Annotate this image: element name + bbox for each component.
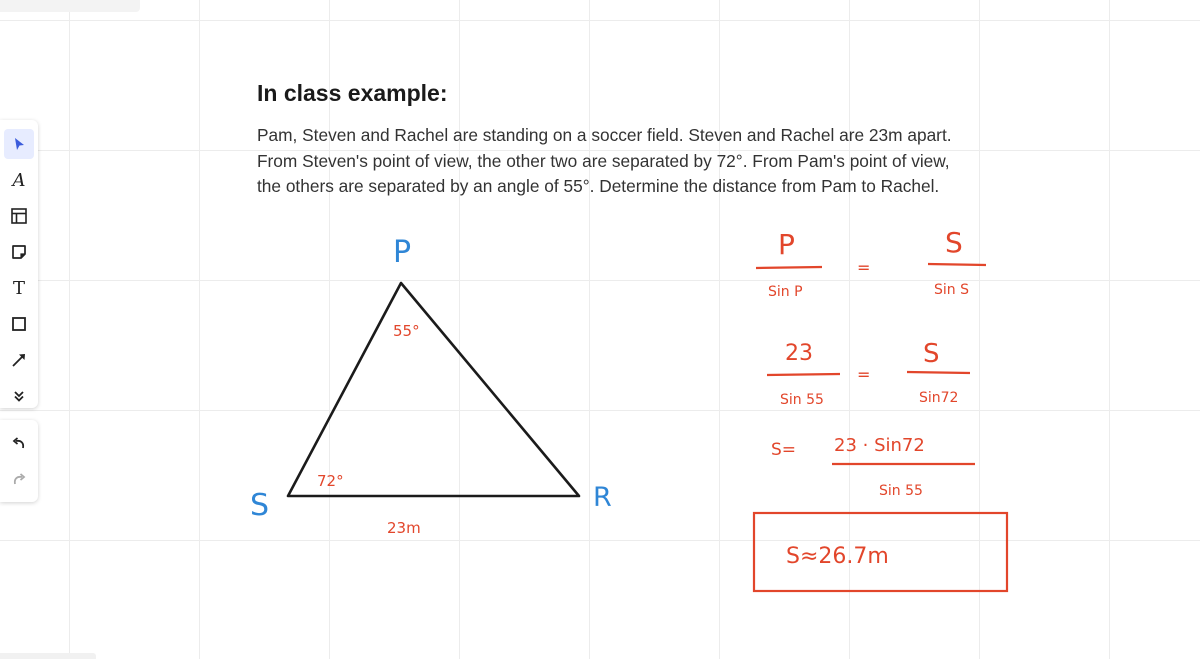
vertex-label-p: P [393,235,412,270]
answer-text: S≈26.7m [786,544,889,569]
vertex-label-s: S [250,488,270,523]
eq1-equals: = [857,258,871,277]
vertex-label-r: R [593,482,612,513]
eq3-denominator: Sin 55 [879,483,923,499]
eq2-numerator-right: S [923,339,940,369]
eq1-fraction-bar-left [756,267,822,268]
eq1-fraction-bar-right [928,264,986,265]
triangle-shape [288,283,579,496]
eq2-denominator-left: Sin 55 [780,392,824,408]
problem-line-3: the others are separated by an angle of 55°. Determine the distance from Pam to Rachel. [257,176,940,196]
eq3-lhs: S= [771,440,797,460]
eq2-denominator-right: Sin72 [919,390,959,406]
eq2-equals: = [857,365,871,384]
eq2-fraction-bar-right [907,372,970,373]
problem-line-1: Pam, Steven and Rachel are standing on a soccer field. Steven and Rachel are 23m apart. [257,125,952,145]
eq2-numerator-left: 23 [785,341,813,366]
eq1-denominator-left: Sin P [768,284,803,300]
eq1-denominator-right: Sin S [934,282,969,298]
angle-label-p: 55° [393,322,420,340]
angle-label-s: 72° [317,472,344,490]
eq1-numerator-right: S [945,226,963,259]
eq1-numerator-left: P [778,228,795,261]
font-a-icon: A [12,169,26,191]
text-icon: T [12,277,25,299]
side-label-sr: 23m [387,519,421,537]
eq3-numerator: 23 · Sin72 [834,435,925,456]
eq2-fraction-bar-left [767,374,840,375]
problem-line-2: From Steven's point of view, the other two are separated by 72°. From Pam's point of view, [257,150,950,171]
page-title: In class example: [257,80,448,106]
